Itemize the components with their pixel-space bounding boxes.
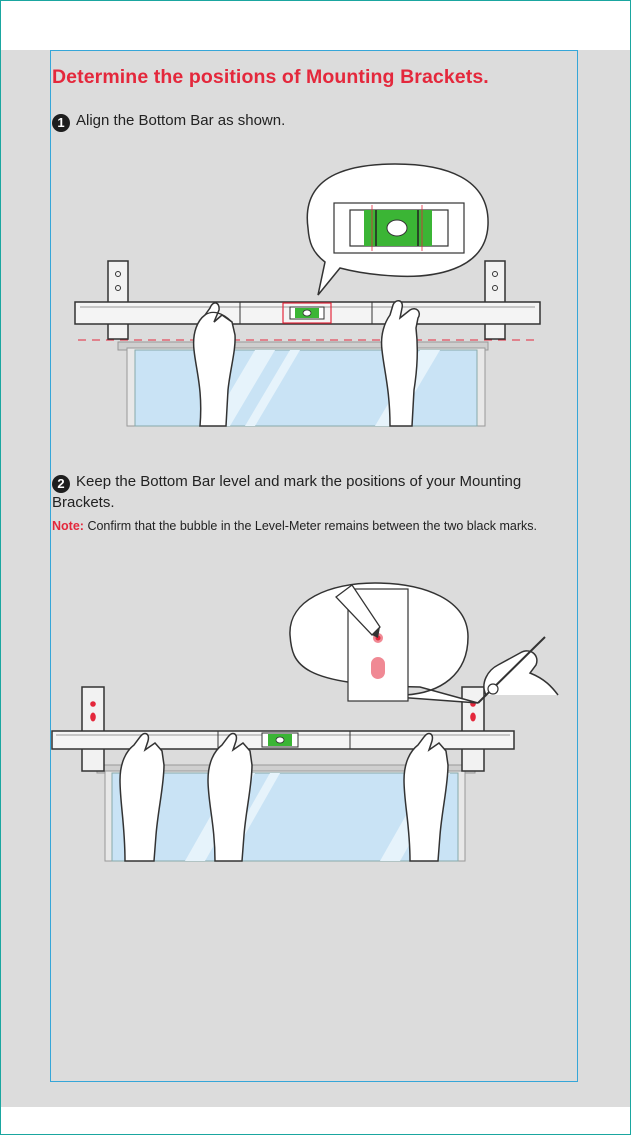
note-text: Confirm that the bubble in the Level-Meter remains between the two black marks. [87,519,537,533]
note-label: Note: [52,519,84,533]
bracket-marking-illustration [0,575,631,865]
note [52,517,564,535]
level-alignment-illustration [0,150,631,450]
step-2-number: 2 [52,475,70,493]
step-2 [52,472,572,513]
step-1-text: Align the Bottom Bar as shown. [76,112,286,129]
step-1-number: 1 [52,114,70,132]
page-title: Determine the positions of Mounting Brackets. [52,66,489,88]
step-2-text: Keep the Bottom Bar level and mark the positions of your Mounting Brackets. [52,473,522,511]
step-1 [52,111,285,132]
